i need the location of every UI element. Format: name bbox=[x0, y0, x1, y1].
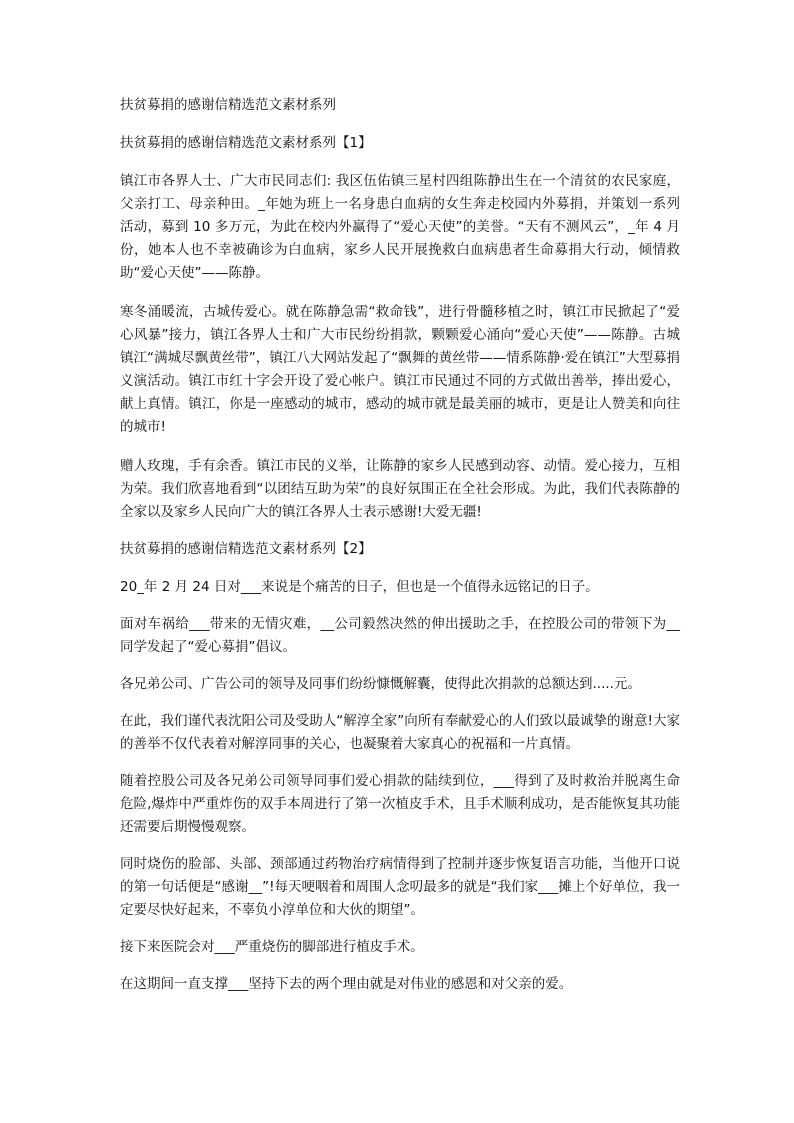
section-1-paragraph-2: 寒冬涌暖流，古城传爱心。就在陈静急需“救命钱”，进行骨髓移植之时，镇江市民掀起了“爱心风暴”接力，镇江各界人士和广大市民纷纷捐款，颗颗爱心涌向“爱心天使”——陈静。古城镇江“满城尽飘黄丝带”，镇江八大网站发起了“飘舞的黄丝带——情系陈静·爱在镇江”大型募捐义演活动。镇江市红十字会开设了爱心帐户。镇江市民通过不同的方式做出善举，捧出爱心，献上真情。镇江，你是一座感动的城市，感动的城市就是最美丽的城市，更是让人赞美和向往的城市! bbox=[120, 304, 680, 435]
section-2-paragraph-6: 同时烧伤的脸部、头部、颈部通过药物治疗病情得到了控制并逐步恢复语言功能，当他开口说的第一句话便是“感谢__”!每天哽咽着和周围人念叨最多的就是“我们家___摊上个好单位，我一定要尽快好起来，不辜负小淳单位和大伙的期望”。 bbox=[120, 856, 680, 918]
section-2-paragraph-7: 接下来医院会对___严重烧伤的脚部进行植皮手术。 bbox=[120, 939, 424, 955]
document-page bbox=[120, 96, 680, 1010]
section-2-paragraph-4: 在此，我们谨代表沈阳公司及受助人“解淳全家”向所有奉献爱心的人们致以最诚挚的谢意!大家的善举不仅代表着对解淳同事的关心，也凝聚着大家真心的祝福和一片真情。 bbox=[120, 713, 680, 752]
section-2-paragraph-8: 在这期间一直支撑___坚持下去的两个理由就是对伟业的感恩和对父亲的爱。 bbox=[120, 976, 573, 992]
section-2-heading: 扶贫募捐的感谢信精选范文素材系列【2】 bbox=[120, 541, 372, 557]
section-2-paragraph-2: 面对车祸给___带来的无情灾难，__公司毅然决然的伸出援助之手，在控股公司的带领下为__同学发起了“爱心募捐”倡议。 bbox=[120, 616, 680, 655]
section-1-heading: 扶贫募捐的感谢信精选范文素材系列【1】 bbox=[120, 135, 372, 151]
section-2-paragraph-3: 各兄弟公司、广告公司的领导及同事们纷纷慷慨解囊，使得此次捐款的总额达到.....元。 bbox=[120, 676, 641, 692]
section-1-paragraph-3: 赠人玫瑰，手有余香。镇江市民的义举，让陈静的家乡人民感到动容、动情。爱心接力，互相为荣。我们欣喜地看到“以团结互助为荣”的良好氛围正在全社会形成。为此，我们代表陈静的全家以及家乡人民向广大的镇江各界人士表示感谢!大爱无疆! bbox=[120, 458, 680, 520]
document-title: 扶贫募捐的感谢信精选范文素材系列 bbox=[120, 97, 336, 113]
section-1-paragraph-1: 镇江市各界人士、广大市民同志们: 我区伍佑镇三星村四组陈静出生在一个清贫的农民家庭，父亲打工、母亲种田。_年她为班上一名身患白血病的女生奔走校园内外募捐，并策划一系列活动，募到 10 多万元，为此在校内外赢得了“爱心天使”的美誉。“天有不测风云”，_年 4 月份，她本人也不幸被确诊为白血病，家乡人民开展挽救白血病患者生命募捐大行动，倾情救助“爱心天使”——陈静。 bbox=[120, 173, 680, 281]
section-2-paragraph-1: 20_年 2 月 24 日对___来说是个痛苦的日子，但也是一个值得永远铭记的日子。 bbox=[120, 579, 599, 595]
section-2-paragraph-5: 随着控股公司及各兄弟公司领导同事们爱心捐款的陆续到位，___得到了及时救治并脱离生命危险,爆炸中严重炸伤的双手本周进行了第一次植皮手术，且手术顺利成功，是否能恢复其功能还需要后期慢慢观察。 bbox=[120, 773, 680, 835]
